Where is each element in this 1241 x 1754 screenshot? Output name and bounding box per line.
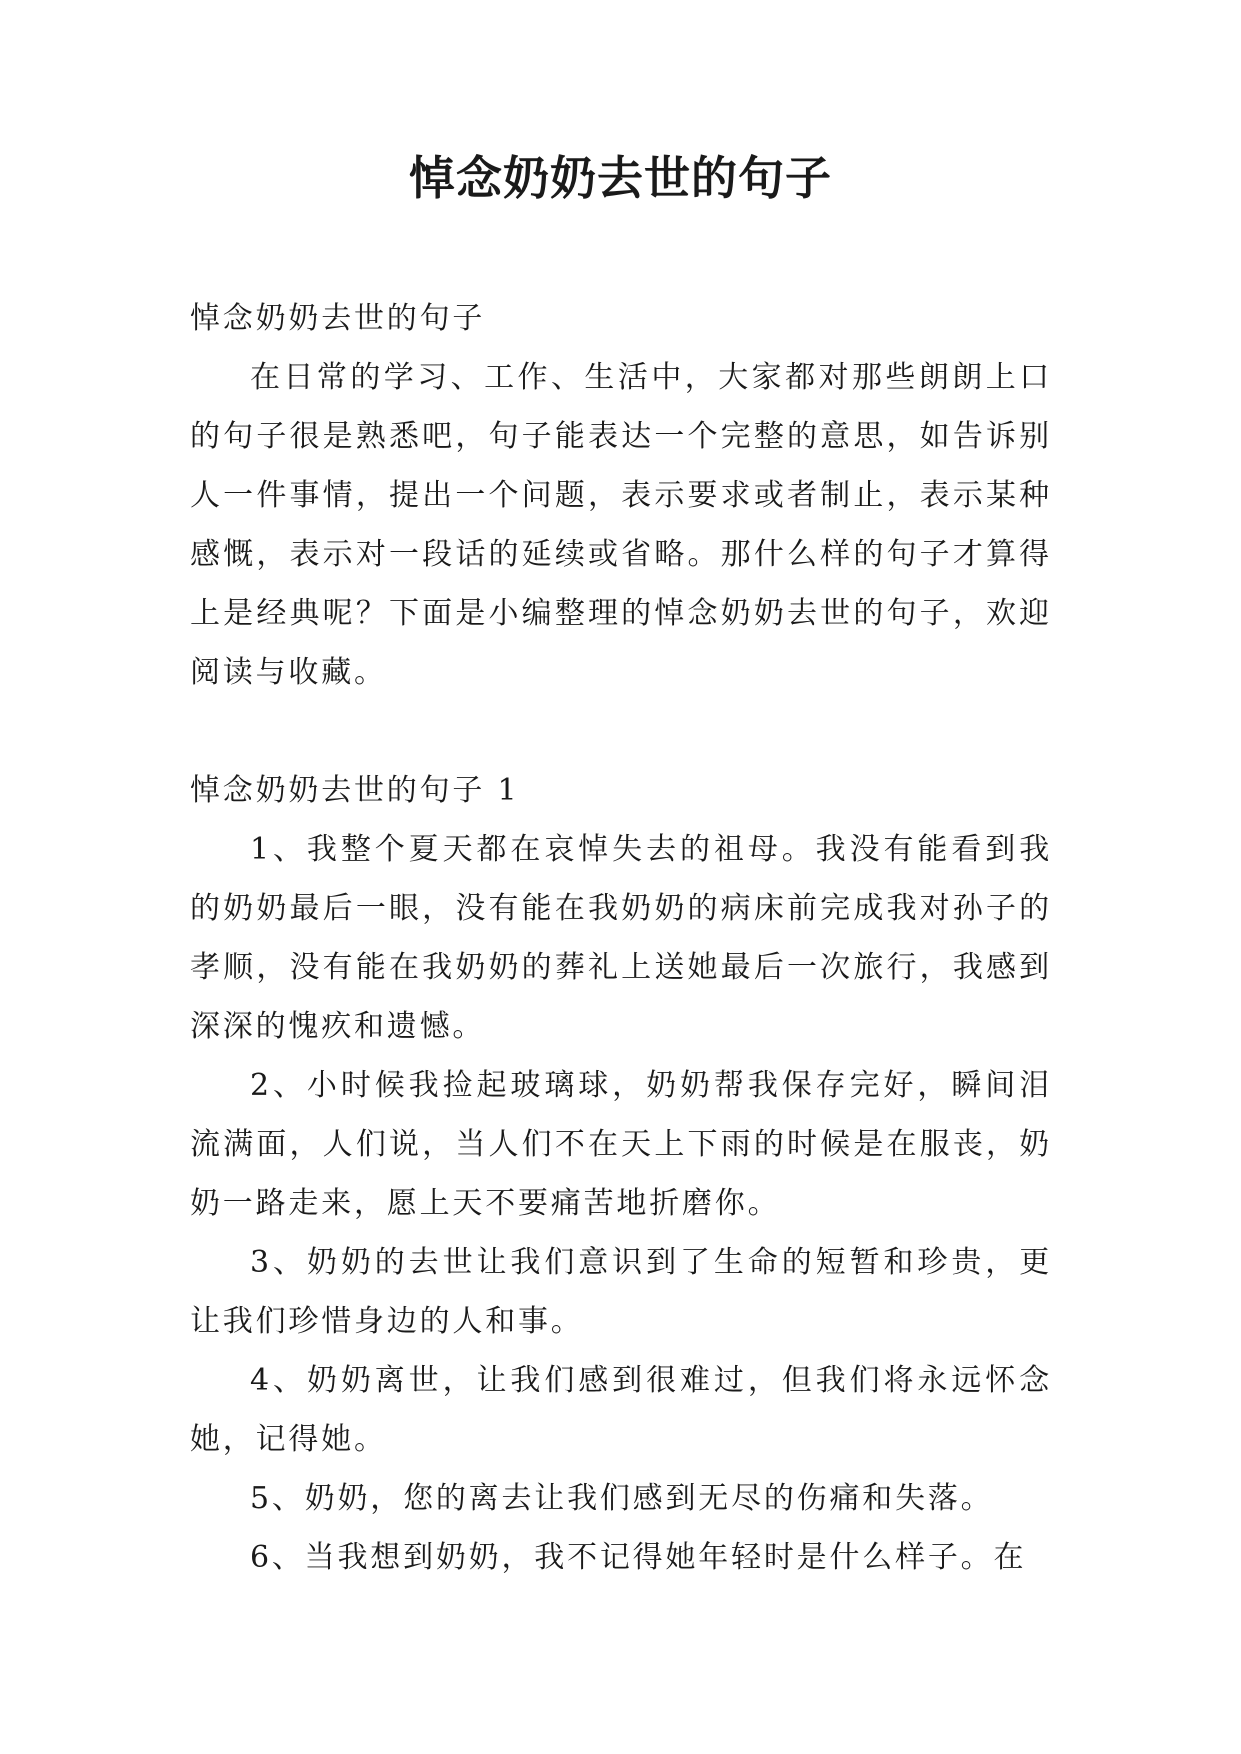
- section-heading: 悼念奶奶去世的句子 1: [190, 773, 520, 808]
- sentence-item-3: 3、奶奶的去世让我们意识到了生命的短暂和珍贵，更让我们珍惜身边的人和事。: [190, 1245, 1052, 1339]
- sentence-item-2: 2、小时候我捡起玻璃球，奶奶帮我保存完好，瞬间泪流满面，人们说，当人们不在天上下雨的时候是在服丧，奶奶一路走来，愿上天不要痛苦地折磨你。: [190, 1068, 1052, 1221]
- paragraph-gap: [190, 702, 1052, 761]
- intro-paragraph: 在日常的学习、工作、生活中，大家都对那些朗朗上口的句子很是熟悉吧，句子能表达一个完整的意思，如告诉别人一件事情，提出一个问题，表示要求或者制止，表示某种感慨，表示对一段话的延续或省略。那什么样的句子才算得上是经典呢？下面是小编整理的悼念奶奶去世的句子，欢迎阅读与收藏。: [190, 360, 1052, 690]
- sentence-item-4: 4、奶奶离世，让我们感到很难过，但我们将永远怀念她，记得她。: [190, 1363, 1052, 1457]
- subtitle-line: 悼念奶奶去世的句子: [190, 301, 486, 336]
- sentence-item-6: 6、当我想到奶奶，我不记得她年轻时是什么样子。在: [250, 1540, 1027, 1575]
- document-body: [190, 289, 1052, 1587]
- sentence-item-1: 1、我整个夏天都在哀悼失去的祖母。我没有能看到我的奶奶最后一眼，没有能在我奶奶的病床前完成我对孙子的孝顺，没有能在我奶奶的葬礼上送她最后一次旅行，我感到深深的愧疚和遗憾。: [190, 832, 1052, 1044]
- sentence-item-5: 5、奶奶，您的离去让我们感到无尽的伤痛和失落。: [250, 1481, 994, 1516]
- document-title: 悼念奶奶去世的句子: [409, 151, 832, 205]
